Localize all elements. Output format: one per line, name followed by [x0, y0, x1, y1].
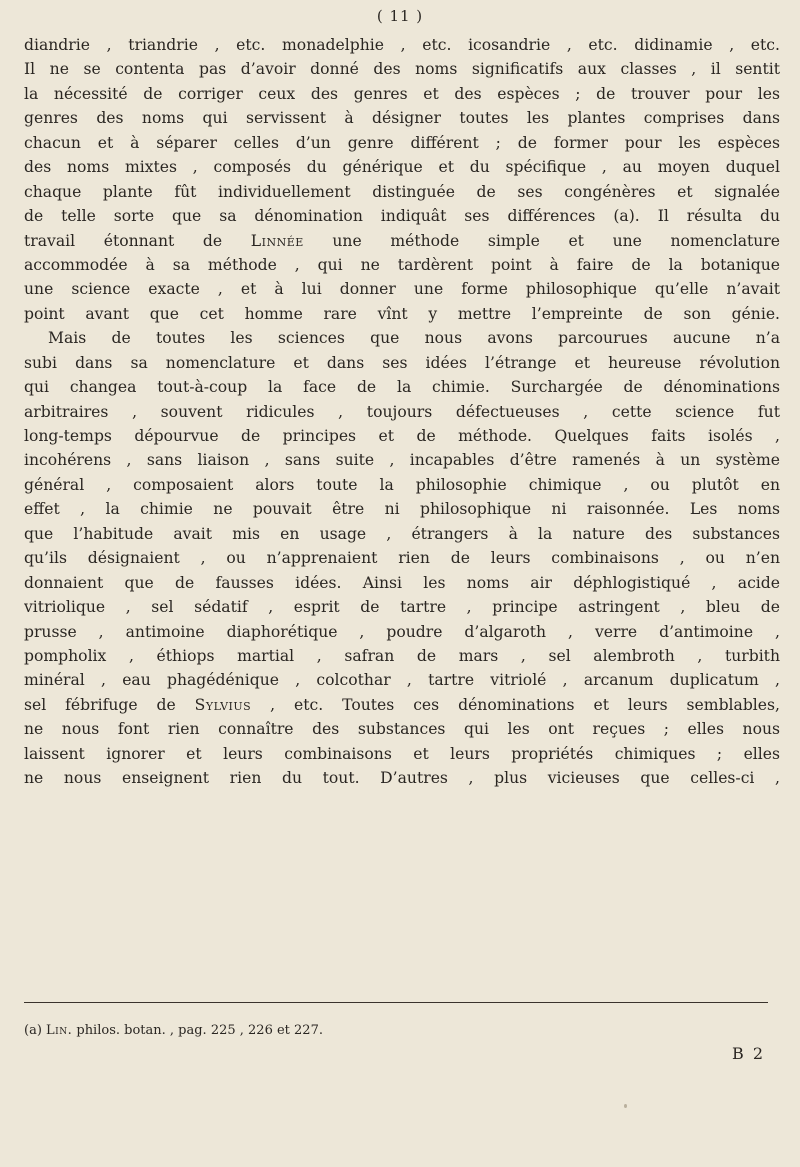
page-number: ( 11 ): [376, 7, 424, 25]
text-line: laissent ignorer et leurs combinaisons et leurs propriétés chimiques ; elles: [24, 744, 780, 763]
text-line: minéral , eau phagédénique , colcothar , tartre vitriolé , arcanum duplicatum ,: [24, 671, 780, 690]
text-line: Il ne se contenta pas d’avoir donné des noms significatifs aux classes , il sentit: [24, 60, 780, 79]
text-line: la nécessité de corriger ceux des genres et des espèces ; de trouver pour les: [24, 84, 780, 103]
text-line: point avant que cet homme rare vînt y mettre l’empreinte de son génie.: [24, 304, 780, 323]
text-line: sel fébrifuge de Sylvius , etc. Toutes ces dénominations et leurs semblables,: [24, 695, 780, 714]
text-line: donnaient que de fausses idées. Ainsi les noms air déphlogistiqué , acide: [24, 573, 780, 592]
text-line: une science exacte , et à lui donner une forme philosophique qu’elle n’avait: [24, 280, 780, 299]
paper-speck: [624, 1104, 627, 1108]
text-line: prusse , antimoine diaphorétique , poudre d’algaroth , verre d’antimoine ,: [24, 622, 780, 641]
text-line: ne nous enseignent rien du tout. D’autres , plus vicieuses que celles-ci ,: [24, 769, 780, 788]
text-line: genres des noms qui servissent à désigner toutes les plantes comprises dans: [24, 109, 780, 128]
text-line: long-temps dépourvue de principes et de méthode. Quelques faits isolés ,: [24, 427, 780, 445]
text-line: arbitraires , souvent ridicules , toujours défectueuses , cette science fut: [24, 402, 780, 421]
text-line: incohérens , sans liaison , sans suite , incapables d’être ramenés à un système: [24, 451, 780, 470]
text-line: pompholix , éthiops martial , safran de mars , sel alembroth , turbith: [24, 646, 780, 665]
text-line: chacun et à séparer celles d’un genre différent ; de former pour les espèces: [24, 133, 780, 152]
text-line: effet , la chimie ne pouvait être ni philosophique ni raisonnée. Les noms: [24, 500, 780, 519]
text-line: travail étonnant de Linnée une méthode simple et une nomenclature: [24, 231, 780, 250]
footnote: (a) Lin. philos. botan. , pag. 225 , 226 et 227.: [24, 1023, 323, 1038]
text-line: qui changea tout-à-coup la face de la chimie. Surchargée de dénominations: [24, 378, 780, 397]
text-line: des noms mixtes , composés du générique et du spécifique , au moyen duquel: [24, 158, 780, 177]
body-text: [24, 33, 780, 791]
text-line: qu’ils désignaient , ou n’apprenaient rien de leurs combinaisons , ou n’en: [24, 549, 780, 568]
footnote-divider: [24, 1002, 768, 1003]
text-line: Mais de toutes les sciences que nous avons parcourues aucune n’a: [48, 329, 780, 348]
text-line: accommodée à sa méthode , qui ne tardèrent point à faire de la botanique: [24, 255, 780, 274]
text-line: ne nous font rien connaître des substances qui les ont reçues ; elles nous: [24, 720, 780, 739]
text-line: diandrie , triandrie , etc. monadelphie , etc. icosandrie , etc. didinamie , etc.: [24, 36, 780, 54]
text-line: vitriolique , sel sédatif , esprit de tartre , principe astringent , bleu de: [24, 598, 780, 617]
text-line: général , composaient alors toute la philosophie chimique , ou plutôt en: [24, 475, 780, 494]
text-line: subi dans sa nomenclature et dans ses idées l’étrange et heureuse révolution: [24, 353, 780, 372]
text-line: de telle sorte que sa dénomination indiquât ses différences (a). Il résulta du: [24, 207, 780, 226]
text-line: chaque plante fût individuellement distinguée de ses congénères et signalée: [24, 182, 780, 201]
signature-mark: B 2: [732, 1044, 766, 1063]
text-line: que l’habitude avait mis en usage , étrangers à la nature des substances: [24, 524, 780, 543]
